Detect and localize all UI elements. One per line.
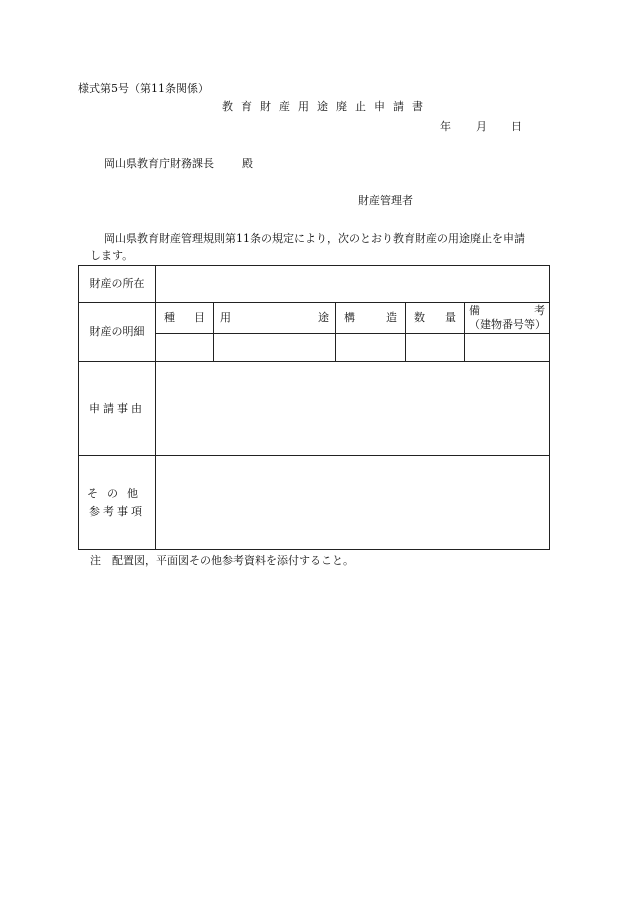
table-row (79, 456, 550, 550)
date-day: 日 (511, 120, 522, 133)
column-header-use: 用 途 (214, 303, 336, 334)
body-text-line-2: します。 (90, 249, 134, 262)
document-title: 教育財産用途廃止申請書 (222, 100, 431, 113)
type-value-cell[interactable] (156, 334, 214, 362)
other-reference-label: その他 参考事項 (79, 456, 156, 550)
reason-label: 申請事由 (79, 362, 156, 456)
reason-value-cell[interactable] (156, 362, 550, 456)
location-value-cell[interactable] (156, 266, 550, 303)
attachment-note: 注 配置図，平面図その他参考資料を添付すること。 (90, 554, 354, 567)
body-text-line-1: 岡山県教育財産管理規則第11条の規定により，次のとおり教育財産の用途廃止を申請 (104, 232, 525, 245)
property-manager-label: 財産管理者 (358, 194, 413, 207)
date-year: 年 (440, 120, 451, 133)
application-table (78, 265, 550, 550)
table-row (79, 362, 550, 456)
table-row (79, 303, 550, 334)
honorific: 殿 (242, 157, 253, 170)
location-label: 財産の所在 (79, 266, 156, 303)
column-header-structure: 構 造 (336, 303, 406, 334)
use-value-cell[interactable] (214, 334, 336, 362)
table-row (79, 266, 550, 303)
details-label: 財産の明細 (79, 303, 156, 362)
column-header-remarks: 備 考 （建物番号等） (465, 303, 550, 334)
remarks-value-cell[interactable] (465, 334, 550, 362)
other-reference-value-cell[interactable] (156, 456, 550, 550)
date-month: 月 (476, 120, 487, 133)
form-number: 様式第5号（第11条関係） (78, 82, 209, 95)
addressee: 岡山県教育庁財務課長 (104, 157, 214, 170)
column-header-quantity: 数 量 (406, 303, 465, 334)
structure-value-cell[interactable] (336, 334, 406, 362)
quantity-value-cell[interactable] (406, 334, 465, 362)
column-header-type: 種 目 (156, 303, 214, 334)
